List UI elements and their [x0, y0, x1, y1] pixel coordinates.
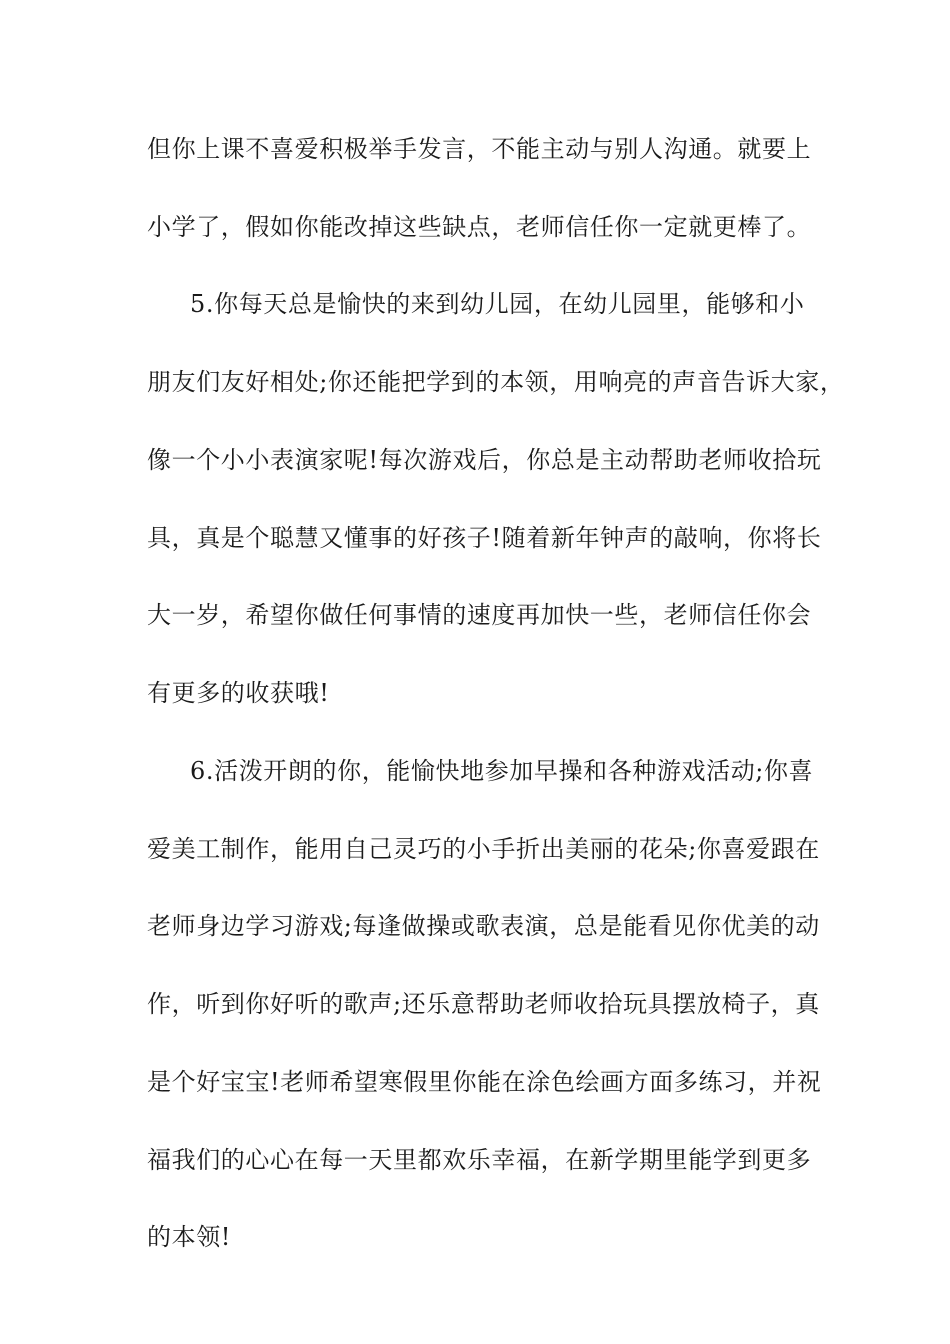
text-line: 大一岁，希望你做任何事情的速度再加快一些，老师信任你会	[147, 601, 812, 629]
text-line: 小学了，假如你能改掉这些缺点，老师信任你一定就更棒了。	[147, 213, 812, 241]
text-line: 的本领!	[147, 1223, 232, 1251]
text-line: 福我们的心心在每一天里都欢乐幸福，在新学期里能学到更多	[147, 1146, 812, 1174]
text-line: 具，真是个聪慧又懂事的好孩子!随着新年钟声的敲响，你将长	[147, 524, 822, 552]
paragraph-6-start: 6.活泼开朗的你，能愉快地参加早操和各种游戏活动;你喜	[190, 757, 814, 785]
text-line: 有更多的收获哦!	[147, 679, 330, 707]
text-line: 但你上课不喜爱积极举手发言，不能主动与别人沟通。就要上	[147, 135, 812, 163]
text-line: 是个好宝宝!老师希望寒假里你能在涂色绘画方面多练习，并祝	[147, 1068, 822, 1096]
text-line: 老师身边学习游戏;每逢做操或歌表演，总是能看见你优美的动	[147, 912, 820, 940]
text-line: 像一个小小表演家呢!每次游戏后，你总是主动帮助老师收拾玩	[147, 446, 822, 474]
text-line: 爱美工制作，能用自己灵巧的小手折出美丽的花朵;你喜爱跟在	[147, 835, 820, 863]
text-line: 作，听到你好听的歌声;还乐意帮助老师收拾玩具摆放椅子，真	[147, 990, 820, 1018]
text-line: 朋友们友好相处;你还能把学到的本领，用响亮的声音告诉大家，	[147, 368, 845, 396]
paragraph-5-start: 5.你每天总是愉快的来到幼儿园，在幼儿园里，能够和小	[190, 290, 805, 318]
